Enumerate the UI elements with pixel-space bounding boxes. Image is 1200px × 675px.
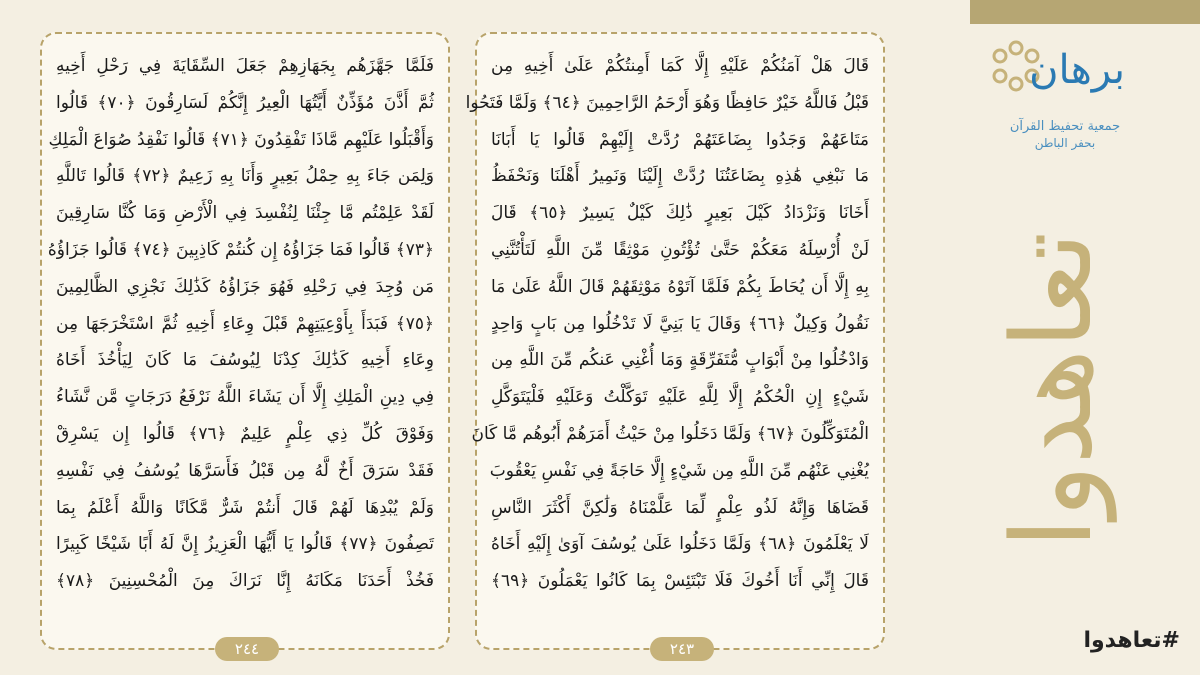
text-line: فِي دِينِ الْمَلِكِ إِلَّا أَن يَشَاءَ اللَّهُ نَرْفَعُ دَرَجَاتٍ مَّن نَّشَاءُ — [56, 387, 434, 408]
text-line: مَا نَبْغِي هَٰذِهِ بِضَاعَتُنَا رُدَّتْ إِلَيْنَا وَنَمِيرُ أَهْلَنَا وَنَحْفَظُ — [491, 166, 869, 187]
text-line: وَادْخُلُوا مِنْ أَبْوَابٍ مُّتَفَرِّقَةٍ وَمَا أُغْنِي عَنكُم مِّنَ اللَّهِ مِن — [491, 350, 869, 371]
text-line: قَضَاهَا وَإِنَّهُ لَذُو عِلْمٍ لِّمَا عَلَّمْنَاهُ وَلَٰكِنَّ أَكْثَرَ النَّاسِ — [491, 497, 869, 518]
page-text-right — [465, 48, 869, 620]
campaign-hashtag: #تعاهدوا — [1083, 628, 1180, 653]
text-line: قَالَ هَلْ آمَنُكُمْ عَلَيْهِ إِلَّا كَمَا أَمِنتُكُمْ عَلَىٰ أَخِيهِ مِن — [491, 56, 869, 76]
text-line: ثُمَّ أَذَّنَ مُؤَذِّنٌ أَيَّتُهَا الْعِيرُ إِنَّكُمْ لَسَارِقُونَ ﴿٧٠﴾ قَالُوا — [56, 92, 434, 113]
text-line: وِعَاءِ أَخِيهِ كَذَٰلِكَ كِدْنَا لِيُوسُفَ مَا كَانَ لِيَأْخُذَ أَخَاهُ — [56, 350, 434, 371]
logo-wordmark: برهان — [1029, 47, 1125, 93]
page-text-left — [47, 48, 434, 620]
organization-name: جمعية تحفيظ القرآن — [1009, 119, 1121, 134]
text-line: وَلِمَن جَاءَ بِهِ حِمْلُ بَعِيرٍ وَأَنَا بِهِ زَعِيمٌ ﴿٧٢﴾ قَالُوا تَاللَّهِ — [56, 166, 434, 187]
text-line: تَصِفُونَ ﴿٧٧﴾ قَالُوا يَا أَيُّهَا الْعَزِيزُ إِنَّ لَهُ أَبًا شَيْخًا كَبِيرًا — [56, 534, 434, 555]
text-line: لَنْ أُرْسِلَهُ مَعَكُمْ حَتَّىٰ تُؤْتُونِ مَوْثِقًا مِّنَ اللَّهِ لَتَأْتُنَّنِي — [491, 239, 869, 260]
page-number: ٢٤٣ — [650, 637, 714, 661]
text-line: وَلَمْ يُبْدِهَا لَهُمْ قَالَ أَنتُمْ شَرٌّ مَّكَانًا وَاللَّهُ أَعْلَمُ بِمَا — [56, 497, 434, 518]
text-line: وَأَقْبَلُوا عَلَيْهِم مَّاذَا تَفْقِدُونَ ﴿٧١﴾ قَالُوا نَفْقِدُ صُوَاعَ الْمَلِكِ — [48, 129, 434, 150]
text-line: فَلَمَّا جَهَّزَهُم بِجَهَازِهِمْ جَعَلَ السِّقَايَةَ فِي رَحْلِ أَخِيهِ — [56, 56, 434, 76]
text-line: قَبْلُ فَاللَّهُ خَيْرٌ حَافِظًا وَهُوَ أَرْحَمُ الرَّاحِمِينَ ﴿٦٤﴾ وَلَمَّا فَتَحُوا — [465, 92, 869, 113]
text-line: شَيْءٍ إِنِ الْحُكْمُ إِلَّا لِلَّهِ عَلَيْهِ تَوَكَّلْتُ وَعَلَيْهِ فَلْيَتَوَكَّلِ — [491, 387, 869, 408]
text-line: الْمُتَوَكِّلُونَ ﴿٦٧﴾ وَلَمَّا دَخَلُوا مِنْ حَيْثُ أَمَرَهُمْ أَبُوهُم مَّا كَانَ — [471, 423, 869, 444]
text-line: لَقَدْ عَلِمْتُم مَّا جِئْنَا لِنُفْسِدَ فِي الْأَرْضِ وَمَا كُنَّا سَارِقِينَ — [56, 203, 434, 224]
text-line: بِهِ إِلَّا أَن يُحَاطَ بِكُمْ فَلَمَّا آتَوْهُ مَوْثِقَهُمْ قَالَ اللَّهُ عَلَىٰ مَا — [491, 276, 869, 297]
text-line: لَا يَعْلَمُونَ ﴿٦٨﴾ وَلَمَّا دَخَلُوا عَلَىٰ يُوسُفَ آوَىٰ إِلَيْهِ أَخَاهُ — [491, 534, 869, 555]
text-line: يُغْنِي عَنْهُم مِّنَ اللَّهِ مِن شَيْءٍ إِلَّا حَاجَةً فِي نَفْسِ يَعْقُوبَ — [489, 460, 869, 481]
text-line: ﴿٧٣﴾ قَالُوا فَمَا جَزَاؤُهُ إِن كُنتُمْ كَاذِبِينَ ﴿٧٤﴾ قَالُوا جَزَاؤُهُ — [47, 239, 434, 260]
page-number: ٢٤٤ — [215, 637, 279, 661]
calligraphy-text: تعاهدوا — [988, 231, 1116, 549]
text-line: مَتَاعَهُمْ وَجَدُوا بِضَاعَتَهُمْ رُدَّتْ إِلَيْهِمْ قَالُوا يَا أَبَانَا — [491, 129, 869, 150]
quran-page-right — [465, 32, 885, 658]
organization-location: بحفر الباطن — [1034, 136, 1096, 150]
text-line: فَخُذْ أَحَدَنَا مَكَانَهُ إِنَّا نَرَاكَ مِنَ الْمُحْسِنِينَ ﴿٧٨﴾ — [56, 571, 434, 592]
text-line: مَن وُجِدَ فِي رَحْلِهِ فَهُوَ جَزَاؤُهُ كَذَٰلِكَ نَجْزِي الظَّالِمِينَ — [56, 276, 434, 297]
quran-page-left — [40, 32, 450, 658]
text-line: ﴿٧٥﴾ فَبَدَأَ بِأَوْعِيَتِهِمْ قَبْلَ وِعَاءِ أَخِيهِ ثُمَّ اسْتَخْرَجَهَا مِن — [56, 313, 434, 334]
text-line: فَقَدْ سَرَقَ أَخٌ لَّهُ مِن قَبْلُ فَأَسَرَّهَا يُوسُفُ فِي نَفْسِهِ — [56, 460, 434, 481]
decorative-bar — [970, 0, 1200, 24]
text-line: وَفَوْقَ كُلِّ ذِي عِلْمٍ عَلِيمٌ ﴿٧٦﴾ قَالُوا إِن يَسْرِقْ — [56, 423, 434, 444]
calligraphy-title — [940, 190, 1180, 590]
text-line: أَخَانَا وَنَزْدَادُ كَيْلَ بَعِيرٍ ذَٰلِكَ كَيْلٌ يَسِيرٌ ﴿٦٥﴾ قَالَ — [491, 203, 869, 224]
branding-panel — [910, 0, 1200, 675]
text-line: قَالَ إِنِّي أَنَا أَخُوكَ فَلَا تَبْتَئِسْ بِمَا كَانُوا يَعْمَلُونَ ﴿٦٩﴾ — [491, 571, 869, 592]
text-line: نَقُولُ وَكِيلٌ ﴿٦٦﴾ وَقَالَ يَا بَنِيَّ لَا تَدْخُلُوا مِن بَابٍ وَاحِدٍ — [491, 313, 869, 334]
